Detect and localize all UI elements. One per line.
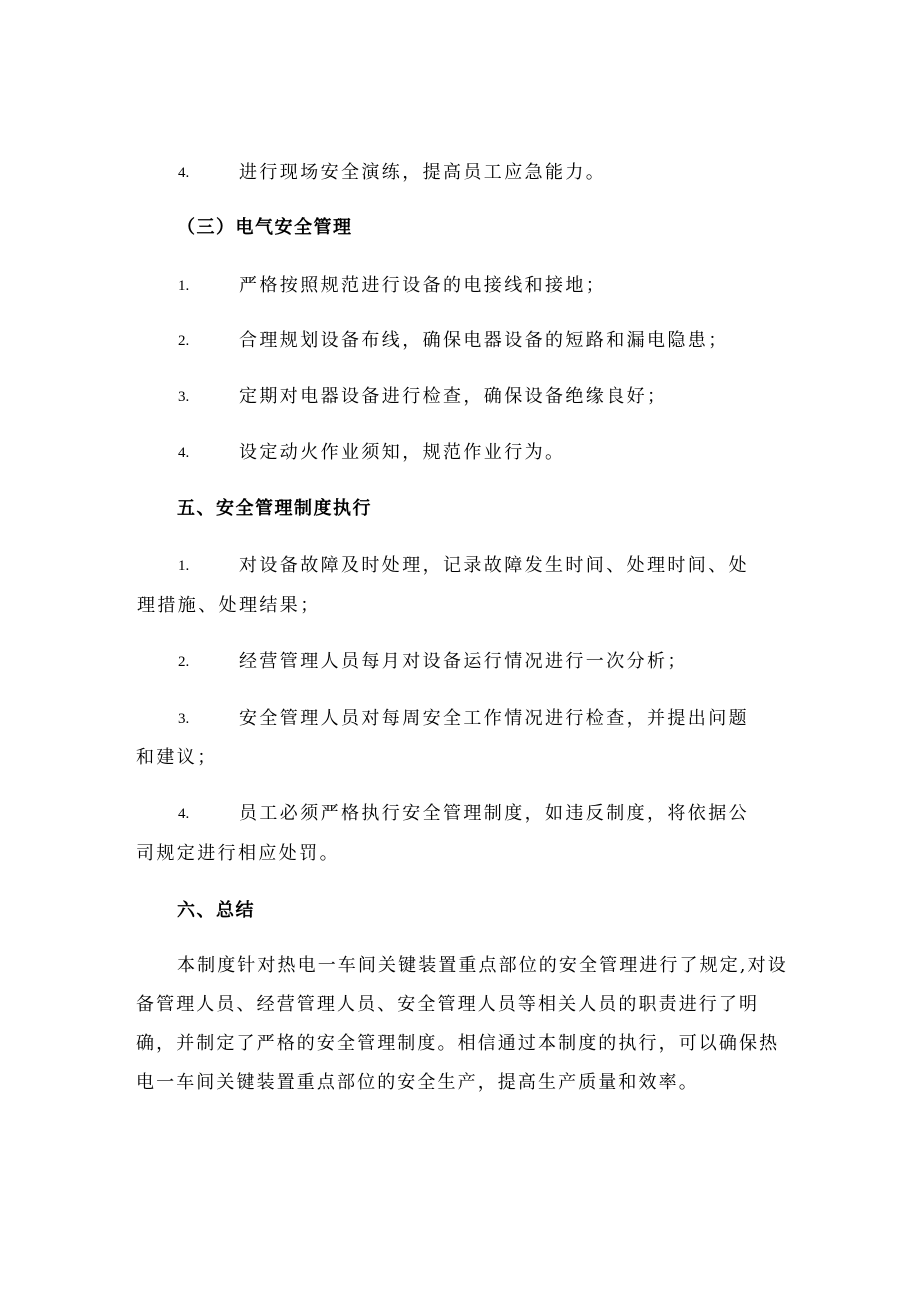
item-number: 3. <box>178 389 190 405</box>
item-text: 设定动火作业须知，规范作业行为。 <box>239 442 566 463</box>
item-number: 4. <box>178 165 190 181</box>
item-text: 安全管理人员对每周安全工作情况进行检查，并提出问题 <box>239 708 749 729</box>
section-heading-execution: 五、安全管理制度执行 <box>177 498 372 519</box>
section-heading-summary: 六、总结 <box>177 900 255 921</box>
item-number: 2. <box>178 333 190 349</box>
summary-paragraph-line: 备管理人员、经营管理人员、安全管理人员等相关人员的职责进行了明 <box>136 994 760 1015</box>
item-text: 合理规划设备布线，确保电器设备的短路和漏电隐患； <box>239 330 729 351</box>
item-number: 4. <box>178 445 190 461</box>
section-heading-electrical: （三）电气安全管理 <box>177 217 353 238</box>
item-text: 员工必须严格执行安全管理制度，如违反制度，将依据公 <box>239 803 749 824</box>
item-text-continuation: 司规定进行相应处罚。 <box>136 843 340 864</box>
item-number: 1. <box>178 278 190 294</box>
item-number: 2. <box>178 654 190 670</box>
item-text: 定期对电器设备进行检查，确保设备绝缘良好； <box>239 386 668 407</box>
item-text: 严格按照规范进行设备的电接线和接地； <box>239 275 607 296</box>
summary-paragraph-line: 本制度针对热电一车间关键装置重点部位的安全管理进行了规定,对设 <box>177 955 788 976</box>
item-text: 经营管理人员每月对设备运行情况进行一次分析； <box>239 651 688 672</box>
item-text: 对设备故障及时处理，记录故障发生时间、处理时间、处 <box>239 555 749 576</box>
item-number: 1. <box>178 558 190 574</box>
item-text: 进行现场安全演练，提高员工应急能力。 <box>239 162 607 183</box>
item-number: 3. <box>178 711 190 727</box>
item-text-continuation: 和建议； <box>136 747 218 768</box>
item-text-continuation: 理措施、处理结果； <box>137 595 321 616</box>
summary-paragraph-line: 确，并制定了严格的安全管理制度。相信通过本制度的执行，可以确保热 <box>136 1033 780 1054</box>
summary-paragraph-line: 电一车间关键装置重点部位的安全生产，提高生产质量和效率。 <box>136 1072 699 1093</box>
item-number: 4. <box>178 806 190 822</box>
